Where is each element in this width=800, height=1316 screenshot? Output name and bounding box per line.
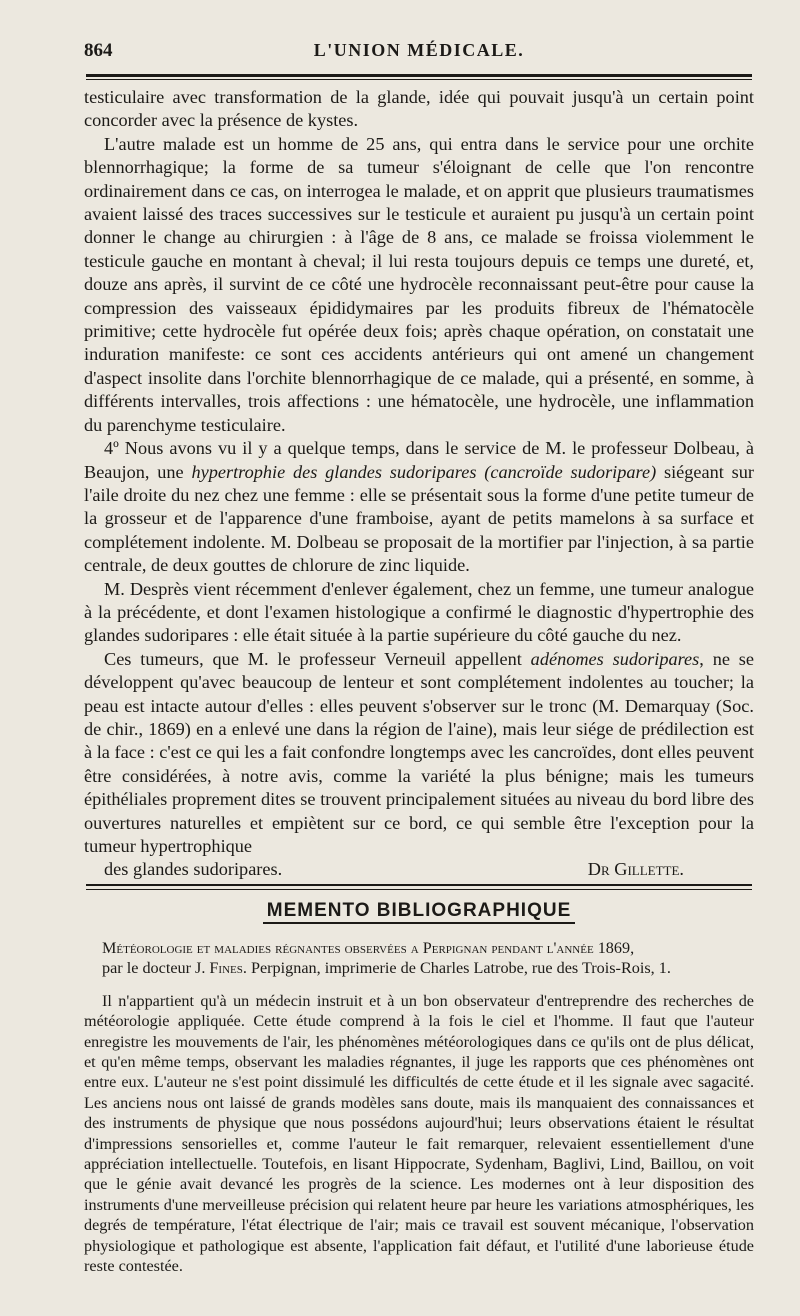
page-number: 864 bbox=[84, 40, 113, 61]
page-header bbox=[84, 36, 754, 64]
review-entry bbox=[84, 938, 754, 1277]
paragraph-3 bbox=[84, 437, 754, 577]
paragraph-3-text-a: 4º Nous avons vu il y a quelque temps, dans le service de M. le professeur Dolbeau, à Beaujon, une bbox=[84, 438, 754, 482]
review-author: J. Fines bbox=[195, 959, 243, 978]
author-signature: Dr Gillette. bbox=[587, 859, 684, 880]
review-body: Il n'appartient qu'à un médecin instruit et à un bon observateur d'entreprendre des recherches de météorologie appliquée. Cette étude comprend à la fois le ciel et l'homme. Il faut que l'auteur enregistre les mouvements de l'air, les phénomènes météorologiques dans ce qu'ils ont de plus délicat, et qu'en même temps, observant les maladies régnantes, il juge les rapports que ces phénomènes ont entre eux. L'auteur ne s'est point dissimulé les difficultés de cette étude et il les signale avec sagacité. Les anciens nous ont laissé de grands modèles sans doute, mais ils manquaient des connaissances et des instruments de physique que nous possédons aujourd'hui; leurs observations étaient le résultat d'impressions sensorielles et, comme l'auteur le fait remarquer, relevaient essentiellement d'une appréciation intellectuelle. Toutefois, en lisant Hippocrate, Sydenham, Baglivi, Lind, Baillou, on voit que le génie avait devancé les progrès de la science. Les modernes ont à leur disposition des instruments d'une merveilleuse précision qui relatent heure par heure les variations atmosphériques, les degrés de température, l'état électrique de l'air; mais ce travail est souvent mécanique, l'observation physiologique et pathologique est absente, l'application fait défaut, et l'utilité d'une laborieuse étude reste contestée. bbox=[84, 991, 754, 1276]
section-title bbox=[84, 900, 754, 922]
paragraph-5-text-b: , ne se développent qu'avec beaucoup de lenteur et sont complétement indolentes au toucher; la peau est intacte autour d'elles : elles peuvent s'observer sur le tronc (M. Demarquay (Soc. de chir., 1869) en a enlevé une dans la région de l'aine), mais leur siége de prédilection est à la face : c'est ce qui les a fait confondre longtemps avec les cancroïdes, dont elles peuvent être considérées, à notre avis, comme la variété la plus bénigne; mais les tumeurs épithéliales proprement dites se trouvent principalement situées au niveau du bord libre des ouvertures naturelles et empiètent sur ce bord, ce qui semble être l'exception pour la tumeur hypertrophique bbox=[84, 648, 755, 856]
review-citation bbox=[84, 958, 754, 978]
paragraph-2: L'autre malade est un homme de 25 ans, qui entra dans le service pour une orchite blennorrhagique; la forme de sa tumeur s'éloignant de celle que l'on rencontre ordinairement dans ce cas, on interrogea le malade, et on apprit que plusieurs traumatismes avaient laissé des traces successives sur le testicule et auraient pu jusqu'à un certain point donner le change au chirurgien : à l'âge de 8 ans, ce malade se froissa violemment le testicule gauche en montant à cheval; il lui resta toujours depuis ce temps une dureté, et, douze ans après, il survint de ce côté une hydrocèle reconnaissant peut-être pour cause la compression des vaisseaux épididymaires par les produits fibreux de l'hématocèle primitive; cette hydrocèle fut opérée deux fois; après chaque opération, on constatait une induration manifeste: ce sont ces accidents antérieurs qui ont amené un changement d'aspect insolite dans l'orchite blennorrhagique de ce malade, qui a présenté, en somme, à différents intervalles, trois affections : une hématocèle, une hydrocèle, une inflammation du parenchyme testiculaire. bbox=[84, 133, 754, 435]
paragraph-5-last-line: des glandes sudoripares. bbox=[104, 859, 283, 880]
paragraph-5 bbox=[84, 648, 754, 859]
header-rule-thin bbox=[86, 79, 752, 80]
header-rule bbox=[86, 74, 752, 77]
paragraph-4: M. Desprès vient récemment d'enlever également, chez un femme, une tumeur analogue à la précédente, et dont l'examen histologique a confirmé le diagnostic d'hypertrophie des glandes sudoripares : elle était située à la partie supérieure du côté gauche du nez. bbox=[84, 578, 754, 646]
review-publisher: . Perpignan, imprimerie de Charles Latrobe, rue des Trois-Rois, 1. bbox=[242, 959, 671, 978]
signature-line bbox=[84, 858, 754, 881]
paragraph-3-text-b: siégeant sur l'aile droite du nez chez une femme : elle se présentait sous la forme d'une petite tumeur de la grosseur et de l'apparence d'une framboise, ayant de petits mamelons à sa surface et complétement indolente. M. Dolbeau se proposait de la mortifier par l'injection, à sa partie centrale, de deux gouttes de chlorure de zinc liquide. bbox=[84, 461, 754, 576]
running-title: L'UNION MÉDICALE. bbox=[313, 40, 525, 60]
section-title-text: MEMENTO BIBLIOGRAPHIQUE bbox=[263, 900, 576, 924]
review-title: Météorologie et maladies régnantes observées a Perpignan pendant l'année 1869, bbox=[102, 939, 635, 957]
article-body bbox=[84, 86, 754, 882]
review-heading bbox=[84, 938, 754, 979]
paragraph-5-text-a: Ces tumeurs, que M. le professeur Verneuil appellent bbox=[104, 648, 531, 669]
paragraph-3-italic: hypertrophie des glandes sudoripares (cancroïde sudoripare) bbox=[191, 461, 657, 482]
section-rule-thin bbox=[86, 889, 752, 890]
paragraph-5-italic: adénomes sudoripares bbox=[530, 648, 700, 669]
review-author-prefix: par le docteur bbox=[102, 959, 196, 978]
paragraph-1: testiculaire avec transformation de la glande, idée qui pouvait jusqu'à un certain point concorder avec la présence de kystes. bbox=[84, 87, 754, 131]
section-rule bbox=[86, 884, 752, 886]
